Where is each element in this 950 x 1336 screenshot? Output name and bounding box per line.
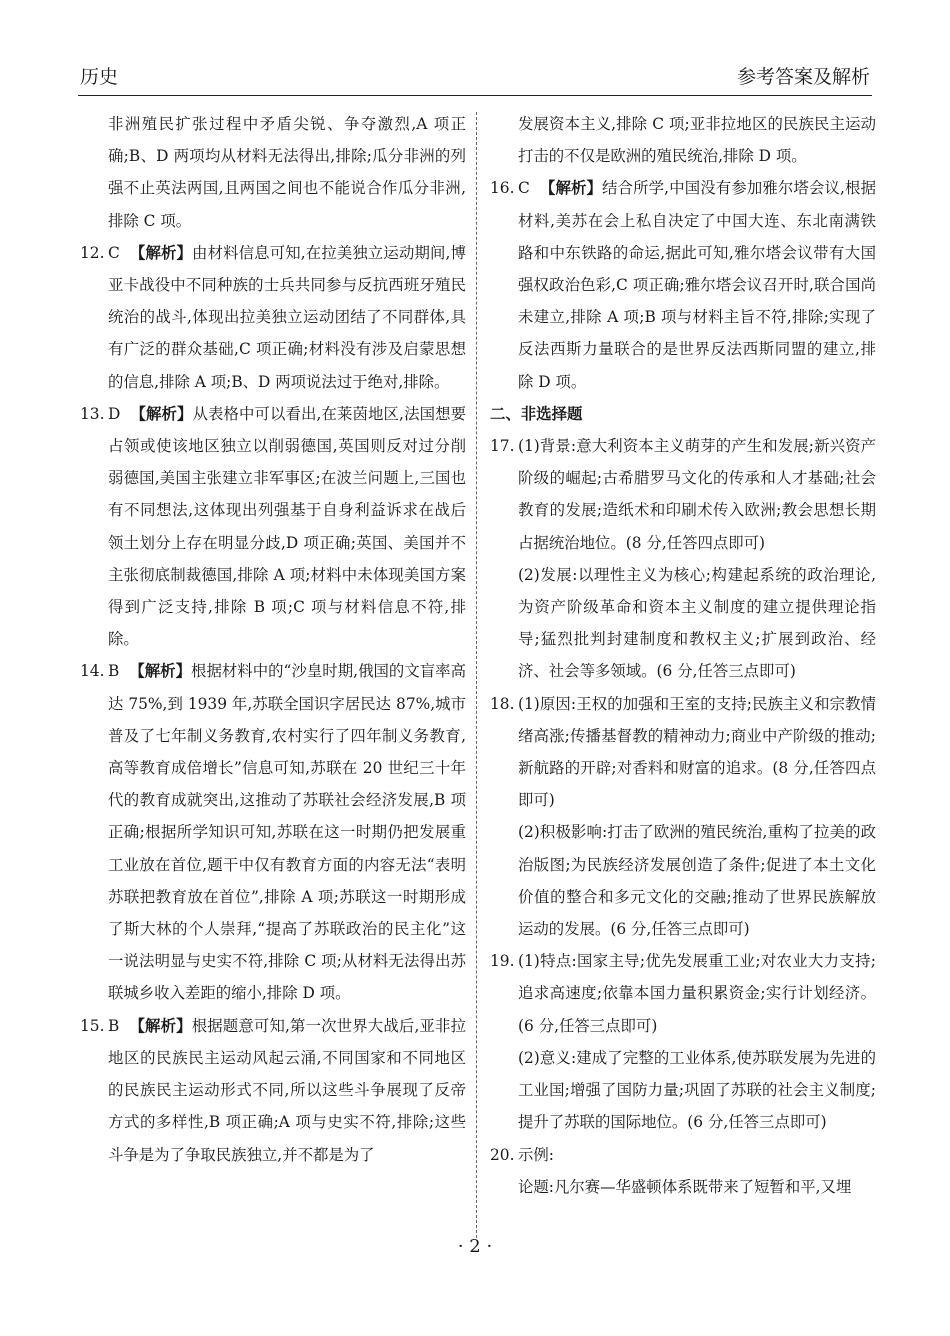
question-number: 19. — [490, 952, 515, 971]
answer-part-2: (2)意义:建成了完整的工业体系,使苏联发展为先进的工业国;增强了国防力量;巩固了苏联的社会主义制度;提升了苏联的国际地位。(6 分,任答三点即可) — [518, 1048, 876, 1132]
question-18 — [490, 688, 876, 946]
answer-part-2: (2)发展:以理性主义为核心;构建起系统的政治理论,为资产阶级革命和资本主义制度的建立提供理论指导;猛烈批判封建制度和教权主义;扩展到政治、经济、社会等多领域。(6 分,任答三点即可) — [518, 565, 876, 681]
question-19 — [490, 945, 876, 1138]
column-divider — [476, 112, 477, 1238]
question-number: 17. — [490, 437, 515, 456]
analysis-tag: 【解析】 — [129, 1016, 192, 1035]
continued-paragraph: 非洲殖民扩张过程中矛盾尖锐、争夺激烈,A 项正确;B、D 两项均从材料无法得出,排除;瓜分非洲的列强不止英法两国,且两国之间也不能说合作瓜分非洲,排除 C 项。 — [108, 115, 466, 230]
left-column — [80, 108, 466, 1171]
analysis-text: 结合所学,中国没有参加雅尔塔会议,根据材料,美苏在会上私自决定了中国大连、东北南满铁路和中东铁路的命运,据此可知,雅尔塔会议带有大国强权政治色彩,C 项正确;雅尔塔会议召开时,联合国尚未建立,排除 A 项;B 项与材料主旨不符,排除;实现了反法西斯力量联合的是世界反法西斯同盟的建立,排除 D 项。 — [518, 179, 876, 391]
answer-part-2: (2)积极影响:打击了欧洲的殖民统治,重构了拉美的政治版图;为民族经济发展创造了条件;促进了本土文化价值的整合和多元文化的交融;推动了世界民族解放运动的发展。(6 分,任答三点即可) — [518, 823, 876, 939]
question-number: 16. — [490, 179, 515, 198]
analysis-tag: 【解析】 — [129, 662, 192, 681]
answer-letter: C — [518, 179, 530, 198]
example-label: 示例: — [518, 1145, 554, 1164]
continued-paragraph: 发展资本主义,排除 C 项;亚非拉地区的民族民主运动打击的不仅是欧洲的殖民统治,排除 D 项。 — [518, 115, 876, 166]
page-number: · 2 · — [457, 1236, 493, 1257]
analysis-text: 由材料信息可知,在拉美独立运动期间,博亚卡战役中不同种族的士兵共同参与反抗西班牙殖民统治的战斗,体现出拉美独立运动团结了不同群体,具有广泛的群众基础,C 项正确;材料没有涉及启蒙思想的信息,排除 A 项;B、D 两项说法过于绝对,排除。 — [108, 243, 466, 391]
section-heading: 二、非选择题 — [490, 404, 583, 423]
question-number: 20. — [490, 1145, 515, 1164]
analysis-tag: 【解析】 — [129, 243, 193, 262]
question-13 — [80, 398, 466, 656]
page-header — [78, 58, 872, 92]
answer-part-1: (1)原因:王权的加强和王室的支持;民族主义和宗教情绪高涨;传播基督教的精神动力;商业中产阶级的推动;新航路的开辟;对香料和财富的追求。(8 分,任答四点即可) — [518, 694, 876, 810]
question-12 — [80, 237, 466, 398]
question-15 — [80, 1010, 466, 1171]
thesis-text: 论题:凡尔赛—华盛顿体系既带来了短暂和平,又埋 — [518, 1177, 852, 1196]
answer-letter: B — [108, 662, 120, 681]
question-number: 13. — [80, 404, 105, 423]
answer-letter: C — [108, 243, 120, 262]
analysis-text: 根据题意可知,第一次世界大战后,亚非拉地区的民族民主运动风起云涌,不同国家和不同地区的民族民主运动形式不同,所以这些斗争展现了反帝方式的多样性,B 项正确;A 项与史实不符,排除;这些斗争是为了争取民族独立,并不都是为了 — [108, 1016, 466, 1164]
question-14 — [80, 655, 466, 1009]
analysis-text: 根据材料中的“沙皇时期,俄国的文盲率高达 75%,到 1939 年,苏联全国识字居民达 87%,城市普及了七年制义务教育,农村实行了四年制义务教育,高等教育成倍增长”信息可知,苏联在 20 世纪三十年代的教育成就突出,这推动了苏联社会经济发展,B 项正确;根据所学知识可知,苏联在这一时期仍把发展重工业放在首位,题干中仅有教育方面的内容无法“表明苏联把教育放在首位”,排除 A 项;苏联这一时期形成了斯大林的个人崇拜,“提高了苏联政治的民主化”这一说法明显与史实不符,排除 C 项;从材料无法得出苏联城乡收入差距的缩小,排除 D 项。 — [108, 662, 466, 1003]
question-20 — [490, 1139, 876, 1203]
question-16 — [490, 172, 876, 397]
question-number: 15. — [80, 1016, 105, 1035]
question-number: 14. — [80, 662, 105, 681]
subject-label: 历史 — [80, 66, 119, 88]
question-number: 18. — [490, 694, 515, 713]
analysis-tag: 【解析】 — [130, 404, 193, 423]
analysis-text: 从表格中可以看出,在莱茵地区,法国想要占领或使该地区独立以削弱德国,英国则反对过分削弱德国,美国主张建立非军事区;在波兰问题上,三国也有不同想法,这体现出列强基于自身利益诉求在战后领土划分上存在明显分歧,D 项正确;英国、美国并不主张彻底制裁德国,排除 A 项;材料中未体现美国方案得到广泛支持,排除 B 项;C 项与材料信息不符,排除。 — [108, 404, 466, 649]
question-17 — [490, 430, 876, 688]
question-number: 12. — [80, 243, 105, 262]
answer-part-1: (1)背景:意大利资本主义萌芽的产生和发展;新兴资产阶级的崛起;古希腊罗马文化的传承和人才基础;社会教育的发展;造纸术和印刷术传入欧洲;教会思想长期占据统治地位。(8 分,任答四点即可) — [518, 437, 876, 552]
analysis-tag: 【解析】 — [539, 179, 603, 198]
header-rule — [78, 95, 872, 96]
right-column — [490, 108, 876, 1203]
answer-part-1: (1)特点:国家主导;优先发展重工业;对农业大力支持;追求高速度;依靠本国力量积累资金;实行计划经济。(6 分,任答三点即可) — [518, 952, 876, 1035]
answer-letter: D — [108, 404, 121, 423]
answer-letter: B — [108, 1016, 120, 1035]
document-title: 参考答案及解析 — [736, 66, 870, 88]
